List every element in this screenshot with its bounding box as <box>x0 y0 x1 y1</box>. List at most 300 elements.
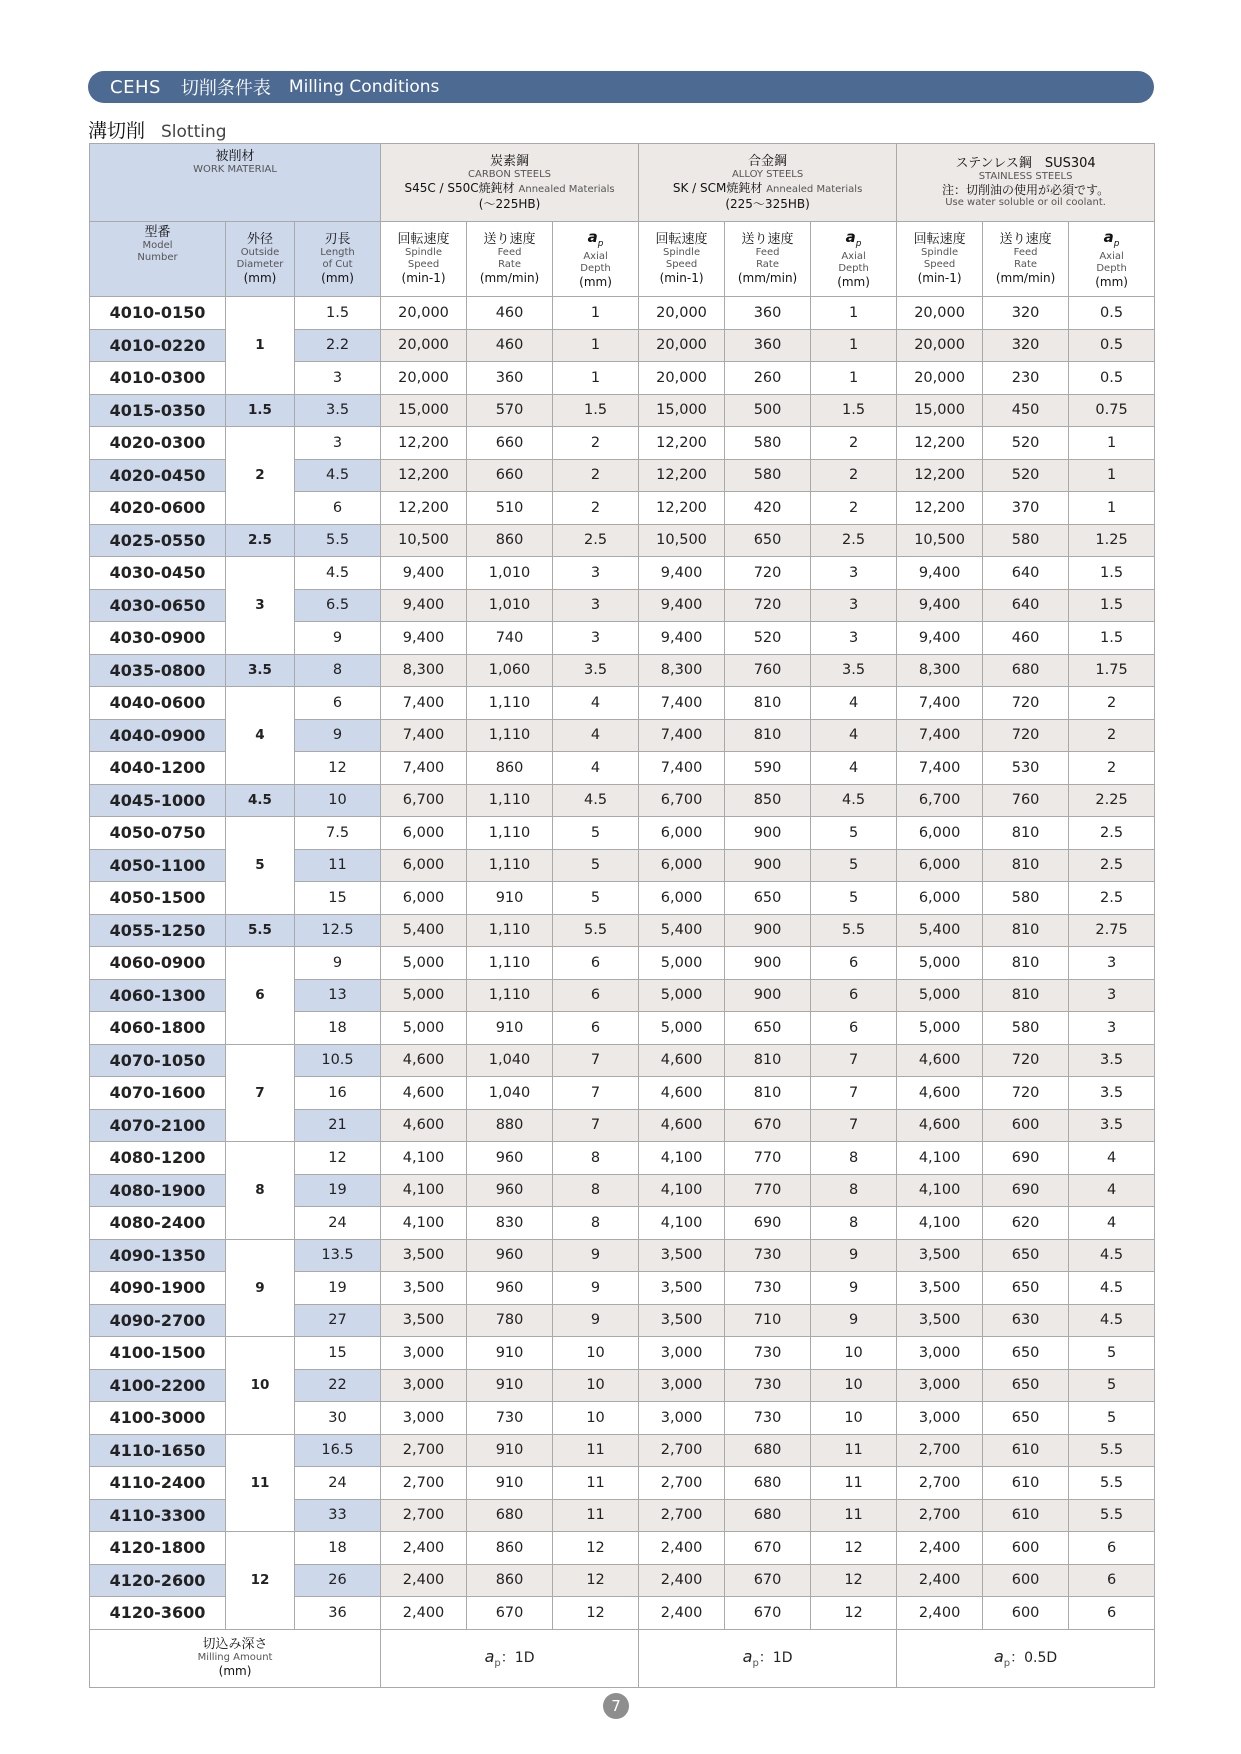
length-of-cut: 9 <box>295 947 381 980</box>
carbon-axial-depth: 2 <box>553 492 639 525</box>
model-number: 4030-0650 <box>90 589 226 622</box>
carbon-feed-rate: 1,110 <box>467 947 553 980</box>
table-row <box>90 394 1155 427</box>
outside-diameter: 5 <box>226 817 295 915</box>
carbon-spindle-speed: 2,400 <box>381 1532 467 1565</box>
carbon-axial-depth: 9 <box>553 1272 639 1305</box>
stainless-feed-rate: 320 <box>983 297 1069 330</box>
alloy-axial-depth: 11 <box>811 1499 897 1532</box>
carbon-feed-rate: 960 <box>467 1239 553 1272</box>
carbon-axial-depth: 7 <box>553 1044 639 1077</box>
alloy-feed-rate: 710 <box>725 1304 811 1337</box>
stainless-spindle-speed: 7,400 <box>897 687 983 720</box>
length-of-cut: 30 <box>295 1402 381 1435</box>
length-of-cut: 2.2 <box>295 329 381 362</box>
alloy-spindle-speed: 4,100 <box>639 1174 725 1207</box>
model-number: 4090-2700 <box>90 1304 226 1337</box>
stainless-axial-depth: 1.5 <box>1069 622 1155 655</box>
carbon-axial-depth: 3.5 <box>553 654 639 687</box>
work-material-header: 被削材 WORK MATERIAL <box>90 144 381 222</box>
outside-diameter: 3.5 <box>226 654 295 687</box>
alloy-feed-rate: 730 <box>725 1402 811 1435</box>
carbon-axial-depth: 6 <box>553 979 639 1012</box>
stainless-feed-rate: 620 <box>983 1207 1069 1240</box>
carbon-feed-rate: 1,110 <box>467 914 553 947</box>
alloy-spindle-speed: 4,600 <box>639 1044 725 1077</box>
stainless-axial-depth: 4 <box>1069 1207 1155 1240</box>
length-of-cut: 19 <box>295 1272 381 1305</box>
alloy-feed-rate: 260 <box>725 362 811 395</box>
alloy-spindle-speed: 2,400 <box>639 1564 725 1597</box>
alloy-spindle-speed: 3,500 <box>639 1304 725 1337</box>
stainless-feed-rate: 680 <box>983 654 1069 687</box>
alloy-spindle-speed: 2,700 <box>639 1467 725 1500</box>
carbon-spindle-speed: 12,200 <box>381 492 467 525</box>
carbon-axial-depth: 10 <box>553 1337 639 1370</box>
length-of-cut: 22 <box>295 1369 381 1402</box>
milling-conditions-table <box>89 143 1155 1688</box>
carbon-feed-rate: 1,110 <box>467 979 553 1012</box>
title-bar <box>88 71 1154 103</box>
model-number: 4030-0900 <box>90 622 226 655</box>
stainless-axial-depth: 4 <box>1069 1142 1155 1175</box>
carbon-spindle-speed: 2,700 <box>381 1434 467 1467</box>
alloy-axial-depth: 10 <box>811 1402 897 1435</box>
stainless-feed-rate: 580 <box>983 524 1069 557</box>
stainless-axial-depth: 2 <box>1069 752 1155 785</box>
outside-diameter-header: 外径 Outside Diameter (mm) <box>226 222 295 297</box>
carbon-feed-rate-header: 送り速度 Feed Rate (mm/min) <box>467 222 553 297</box>
alloy-spindle-speed: 5,400 <box>639 914 725 947</box>
stainless-spindle-speed: 20,000 <box>897 362 983 395</box>
carbon-axial-depth: 9 <box>553 1304 639 1337</box>
alloy-axial-depth: 5 <box>811 849 897 882</box>
stainless-spindle-speed: 4,100 <box>897 1207 983 1240</box>
model-number: 4120-3600 <box>90 1597 226 1630</box>
carbon-spindle-speed: 9,400 <box>381 589 467 622</box>
alloy-axial-depth: 10 <box>811 1369 897 1402</box>
alloy-axial-depth: 4 <box>811 687 897 720</box>
carbon-spindle-speed: 5,400 <box>381 914 467 947</box>
length-of-cut: 18 <box>295 1012 381 1045</box>
stainless-axial-depth: 5 <box>1069 1369 1155 1402</box>
carbon-axial-depth: 10 <box>553 1369 639 1402</box>
model-number: 4050-1100 <box>90 849 226 882</box>
model-number: 4070-1600 <box>90 1077 226 1110</box>
model-number: 4090-1350 <box>90 1239 226 1272</box>
stainless-spindle-speed: 12,200 <box>897 492 983 525</box>
model-number: 4040-0600 <box>90 687 226 720</box>
stainless-axial-depth: 1.5 <box>1069 557 1155 590</box>
alloy-axial-depth: 2 <box>811 459 897 492</box>
carbon-milling-amount: $a_p$：1D <box>381 1629 639 1687</box>
carbon-feed-rate: 1,040 <box>467 1077 553 1110</box>
carbon-axial-depth: 1.5 <box>553 394 639 427</box>
length-of-cut: 12.5 <box>295 914 381 947</box>
stainless-axial-depth: 4 <box>1069 1174 1155 1207</box>
model-number: 4015-0350 <box>90 394 226 427</box>
carbon-spindle-speed: 5,000 <box>381 947 467 980</box>
carbon-feed-rate: 910 <box>467 1337 553 1370</box>
carbon-feed-rate: 860 <box>467 524 553 557</box>
stainless-spindle-speed: 20,000 <box>897 329 983 362</box>
carbon-feed-rate: 730 <box>467 1402 553 1435</box>
stainless-spindle-speed: 5,000 <box>897 979 983 1012</box>
stainless-feed-rate: 600 <box>983 1109 1069 1142</box>
alloy-feed-rate: 810 <box>725 687 811 720</box>
model-number: 4020-0450 <box>90 459 226 492</box>
carbon-axial-depth: 4 <box>553 687 639 720</box>
carbon-steels-header: 炭素鋼 CARBON STEELS S45C / S50C焼鈍材 Annealed Materials (〜225HB) <box>381 144 639 222</box>
alloy-spindle-speed: 2,700 <box>639 1434 725 1467</box>
length-of-cut: 4.5 <box>295 459 381 492</box>
stainless-feed-rate-header: 送り速度 Feed Rate (mm/min) <box>983 222 1069 297</box>
stainless-spindle-speed: 20,000 <box>897 297 983 330</box>
stainless-steels-header: ステンレス鋼 SUS304 STAINLESS STEELS 注：切削油の使用が必須です。 Use water soluble or oil coolant. <box>897 144 1155 222</box>
model-number: 4100-2200 <box>90 1369 226 1402</box>
alloy-axial-depth: 1 <box>811 297 897 330</box>
length-of-cut: 3.5 <box>295 394 381 427</box>
model-number: 4010-0150 <box>90 297 226 330</box>
table-row <box>90 1337 1155 1370</box>
stainless-axial-depth-header: $a_p$ Axial Depth (mm) <box>1069 222 1155 297</box>
alloy-axial-depth: 6 <box>811 979 897 1012</box>
table-row <box>90 817 1155 850</box>
carbon-axial-depth: 6 <box>553 1012 639 1045</box>
carbon-spindle-speed: 5,000 <box>381 1012 467 1045</box>
carbon-feed-rate: 780 <box>467 1304 553 1337</box>
stainless-spindle-speed: 2,700 <box>897 1434 983 1467</box>
carbon-spindle-speed: 4,100 <box>381 1207 467 1240</box>
table-row <box>90 1239 1155 1272</box>
stainless-spindle-speed: 5,000 <box>897 947 983 980</box>
stainless-axial-depth: 3 <box>1069 947 1155 980</box>
carbon-axial-depth: 5.5 <box>553 914 639 947</box>
stainless-spindle-speed: 6,000 <box>897 849 983 882</box>
title-en: Milling Conditions <box>288 77 440 97</box>
alloy-spindle-speed: 8,300 <box>639 654 725 687</box>
alloy-milling-amount: $a_p$：1D <box>639 1629 897 1687</box>
alloy-feed-rate: 900 <box>725 914 811 947</box>
length-of-cut: 5.5 <box>295 524 381 557</box>
alloy-feed-rate-header: 送り速度 Feed Rate (mm/min) <box>725 222 811 297</box>
table-row <box>90 654 1155 687</box>
stainless-spindle-speed: 5,000 <box>897 1012 983 1045</box>
carbon-spindle-speed: 5,000 <box>381 979 467 1012</box>
carbon-spindle-speed: 9,400 <box>381 622 467 655</box>
table-row <box>90 687 1155 720</box>
stainless-axial-depth: 2.5 <box>1069 882 1155 915</box>
model-number: 4045-1000 <box>90 784 226 817</box>
carbon-axial-depth: 1 <box>553 297 639 330</box>
carbon-spindle-speed: 4,600 <box>381 1077 467 1110</box>
alloy-feed-rate: 730 <box>725 1239 811 1272</box>
stainless-spindle-speed: 6,000 <box>897 882 983 915</box>
table-row <box>90 1044 1155 1077</box>
length-of-cut: 12 <box>295 752 381 785</box>
alloy-feed-rate: 590 <box>725 752 811 785</box>
page-number: 7 <box>603 1693 629 1719</box>
alloy-axial-depth: 6 <box>811 947 897 980</box>
outside-diameter: 1 <box>226 297 295 395</box>
carbon-spindle-speed: 3,500 <box>381 1239 467 1272</box>
outside-diameter: 4 <box>226 687 295 785</box>
outside-diameter: 5.5 <box>226 914 295 947</box>
table-row <box>90 1434 1155 1467</box>
alloy-axial-depth: 5 <box>811 882 897 915</box>
model-number: 4055-1250 <box>90 914 226 947</box>
carbon-spindle-speed: 20,000 <box>381 362 467 395</box>
length-of-cut: 10.5 <box>295 1044 381 1077</box>
carbon-spindle-speed: 3,500 <box>381 1272 467 1305</box>
table-row <box>90 1532 1155 1565</box>
alloy-spindle-speed: 9,400 <box>639 622 725 655</box>
group-header-row <box>90 144 1155 222</box>
alloy-feed-rate: 810 <box>725 1077 811 1110</box>
stainless-feed-rate: 460 <box>983 622 1069 655</box>
carbon-spindle-speed: 4,600 <box>381 1044 467 1077</box>
alloy-spindle-speed: 12,200 <box>639 427 725 460</box>
alloy-feed-rate: 680 <box>725 1434 811 1467</box>
table-row <box>90 557 1155 590</box>
stainless-spindle-speed: 2,700 <box>897 1467 983 1500</box>
outside-diameter: 9 <box>226 1239 295 1337</box>
stainless-axial-depth: 2 <box>1069 687 1155 720</box>
length-of-cut: 33 <box>295 1499 381 1532</box>
length-of-cut: 24 <box>295 1207 381 1240</box>
length-of-cut: 15 <box>295 882 381 915</box>
alloy-feed-rate: 730 <box>725 1369 811 1402</box>
alloy-axial-depth: 8 <box>811 1207 897 1240</box>
stainless-axial-depth: 1.75 <box>1069 654 1155 687</box>
stainless-feed-rate: 520 <box>983 459 1069 492</box>
carbon-feed-rate: 1,010 <box>467 557 553 590</box>
carbon-spindle-speed: 10,500 <box>381 524 467 557</box>
carbon-spindle-speed: 7,400 <box>381 719 467 752</box>
length-of-cut-header: 刃長 Length of Cut (mm) <box>295 222 381 297</box>
stainless-feed-rate: 720 <box>983 687 1069 720</box>
alloy-axial-depth: 1 <box>811 329 897 362</box>
stainless-spindle-speed: 4,100 <box>897 1142 983 1175</box>
outside-diameter: 4.5 <box>226 784 295 817</box>
outside-diameter: 1.5 <box>226 394 295 427</box>
stainless-feed-rate: 600 <box>983 1564 1069 1597</box>
carbon-feed-rate: 1,110 <box>467 849 553 882</box>
alloy-feed-rate: 580 <box>725 427 811 460</box>
carbon-feed-rate: 570 <box>467 394 553 427</box>
model-number: 4020-0300 <box>90 427 226 460</box>
alloy-feed-rate: 360 <box>725 329 811 362</box>
stainless-feed-rate: 640 <box>983 589 1069 622</box>
stainless-axial-depth: 0.5 <box>1069 362 1155 395</box>
alloy-feed-rate: 420 <box>725 492 811 525</box>
length-of-cut: 26 <box>295 1564 381 1597</box>
carbon-axial-depth: 8 <box>553 1207 639 1240</box>
stainless-axial-depth: 2.25 <box>1069 784 1155 817</box>
alloy-axial-depth: 3 <box>811 589 897 622</box>
model-number: 4050-1500 <box>90 882 226 915</box>
model-number: 4110-1650 <box>90 1434 226 1467</box>
carbon-feed-rate: 860 <box>467 1532 553 1565</box>
carbon-spindle-speed: 7,400 <box>381 752 467 785</box>
carbon-spindle-speed: 4,600 <box>381 1109 467 1142</box>
length-of-cut: 9 <box>295 719 381 752</box>
stainless-spindle-speed: 2,400 <box>897 1597 983 1630</box>
alloy-feed-rate: 670 <box>725 1597 811 1630</box>
section-en: Slotting <box>161 122 227 142</box>
length-of-cut: 24 <box>295 1467 381 1500</box>
carbon-spindle-speed: 3,500 <box>381 1304 467 1337</box>
model-number: 4070-1050 <box>90 1044 226 1077</box>
alloy-axial-depth: 12 <box>811 1597 897 1630</box>
carbon-spindle-speed-header: 回転速度 Spindle Speed (min-1) <box>381 222 467 297</box>
alloy-axial-depth: 10 <box>811 1337 897 1370</box>
alloy-feed-rate: 770 <box>725 1142 811 1175</box>
stainless-axial-depth: 4.5 <box>1069 1239 1155 1272</box>
carbon-spindle-speed: 20,000 <box>381 297 467 330</box>
stainless-feed-rate: 650 <box>983 1337 1069 1370</box>
alloy-feed-rate: 360 <box>725 297 811 330</box>
stainless-axial-depth: 6 <box>1069 1564 1155 1597</box>
alloy-spindle-speed: 4,100 <box>639 1207 725 1240</box>
stainless-axial-depth: 5 <box>1069 1337 1155 1370</box>
model-number: 4100-1500 <box>90 1337 226 1370</box>
alloy-spindle-speed: 6,000 <box>639 849 725 882</box>
alloy-axial-depth: 1 <box>811 362 897 395</box>
alloy-spindle-speed: 2,400 <box>639 1597 725 1630</box>
carbon-spindle-speed: 2,700 <box>381 1467 467 1500</box>
carbon-feed-rate: 670 <box>467 1597 553 1630</box>
carbon-spindle-speed: 2,400 <box>381 1597 467 1630</box>
alloy-axial-depth: 7 <box>811 1044 897 1077</box>
alloy-feed-rate: 500 <box>725 394 811 427</box>
stainless-axial-depth: 5 <box>1069 1402 1155 1435</box>
alloy-spindle-speed: 9,400 <box>639 589 725 622</box>
carbon-axial-depth: 7 <box>553 1077 639 1110</box>
model-number: 4080-1200 <box>90 1142 226 1175</box>
carbon-axial-depth: 8 <box>553 1142 639 1175</box>
stainless-axial-depth: 2 <box>1069 719 1155 752</box>
carbon-axial-depth: 1 <box>553 362 639 395</box>
carbon-feed-rate: 960 <box>467 1272 553 1305</box>
alloy-axial-depth: 9 <box>811 1272 897 1305</box>
length-of-cut: 7.5 <box>295 817 381 850</box>
stainless-feed-rate: 580 <box>983 882 1069 915</box>
carbon-spindle-speed: 6,000 <box>381 882 467 915</box>
table-row <box>90 1142 1155 1175</box>
stainless-feed-rate: 580 <box>983 1012 1069 1045</box>
alloy-spindle-speed: 6,000 <box>639 882 725 915</box>
stainless-spindle-speed: 9,400 <box>897 589 983 622</box>
alloy-spindle-speed: 6,700 <box>639 784 725 817</box>
carbon-spindle-speed: 20,000 <box>381 329 467 362</box>
stainless-spindle-speed: 7,400 <box>897 719 983 752</box>
stainless-spindle-speed-header: 回転速度 Spindle Speed (min-1) <box>897 222 983 297</box>
alloy-axial-depth: 9 <box>811 1304 897 1337</box>
outside-diameter: 6 <box>226 947 295 1045</box>
alloy-spindle-speed: 6,000 <box>639 817 725 850</box>
model-number: 4120-1800 <box>90 1532 226 1565</box>
stainless-spindle-speed: 4,100 <box>897 1174 983 1207</box>
stainless-spindle-speed: 3,500 <box>897 1304 983 1337</box>
stainless-feed-rate: 650 <box>983 1272 1069 1305</box>
carbon-feed-rate: 910 <box>467 882 553 915</box>
stainless-axial-depth: 1 <box>1069 427 1155 460</box>
stainless-axial-depth: 0.5 <box>1069 297 1155 330</box>
carbon-axial-depth: 2 <box>553 427 639 460</box>
alloy-feed-rate: 900 <box>725 849 811 882</box>
alloy-spindle-speed: 4,600 <box>639 1109 725 1142</box>
stainless-axial-depth: 0.5 <box>1069 329 1155 362</box>
alloy-feed-rate: 810 <box>725 719 811 752</box>
carbon-axial-depth: 4 <box>553 719 639 752</box>
model-number: 4040-1200 <box>90 752 226 785</box>
alloy-axial-depth: 9 <box>811 1239 897 1272</box>
alloy-feed-rate: 650 <box>725 882 811 915</box>
alloy-spindle-speed: 10,500 <box>639 524 725 557</box>
alloy-axial-depth: 12 <box>811 1564 897 1597</box>
length-of-cut: 12 <box>295 1142 381 1175</box>
alloy-spindle-speed: 3,000 <box>639 1402 725 1435</box>
alloy-spindle-speed: 12,200 <box>639 492 725 525</box>
carbon-axial-depth: 10 <box>553 1402 639 1435</box>
length-of-cut: 10 <box>295 784 381 817</box>
model-number: 4110-2400 <box>90 1467 226 1500</box>
stainless-spindle-speed: 3,000 <box>897 1369 983 1402</box>
length-of-cut: 18 <box>295 1532 381 1565</box>
stainless-feed-rate: 530 <box>983 752 1069 785</box>
length-of-cut: 19 <box>295 1174 381 1207</box>
alloy-feed-rate: 810 <box>725 1044 811 1077</box>
alloy-feed-rate: 690 <box>725 1207 811 1240</box>
stainless-axial-depth: 0.75 <box>1069 394 1155 427</box>
stainless-feed-rate: 810 <box>983 947 1069 980</box>
carbon-feed-rate: 860 <box>467 752 553 785</box>
series-code: CEHS <box>110 76 161 98</box>
outside-diameter: 11 <box>226 1434 295 1532</box>
stainless-feed-rate: 720 <box>983 719 1069 752</box>
conditions-body <box>90 297 1155 1630</box>
carbon-axial-depth: 4 <box>553 752 639 785</box>
carbon-axial-depth: 1 <box>553 329 639 362</box>
length-of-cut: 3 <box>295 427 381 460</box>
carbon-feed-rate: 360 <box>467 362 553 395</box>
alloy-spindle-speed: 7,400 <box>639 687 725 720</box>
alloy-spindle-speed: 9,400 <box>639 557 725 590</box>
alloy-feed-rate: 670 <box>725 1532 811 1565</box>
stainless-axial-depth: 1.5 <box>1069 589 1155 622</box>
stainless-axial-depth: 3 <box>1069 979 1155 1012</box>
stainless-feed-rate: 600 <box>983 1532 1069 1565</box>
length-of-cut: 21 <box>295 1109 381 1142</box>
model-number: 4090-1900 <box>90 1272 226 1305</box>
alloy-feed-rate: 850 <box>725 784 811 817</box>
alloy-feed-rate: 720 <box>725 557 811 590</box>
stainless-feed-rate: 650 <box>983 1402 1069 1435</box>
alloy-axial-depth: 7 <box>811 1077 897 1110</box>
table-row <box>90 914 1155 947</box>
alloy-feed-rate: 770 <box>725 1174 811 1207</box>
stainless-axial-depth: 6 <box>1069 1532 1155 1565</box>
length-of-cut: 13.5 <box>295 1239 381 1272</box>
length-of-cut: 8 <box>295 654 381 687</box>
alloy-spindle-speed: 5,000 <box>639 979 725 1012</box>
alloy-axial-depth-header: $a_p$ Axial Depth (mm) <box>811 222 897 297</box>
stainless-axial-depth: 3.5 <box>1069 1077 1155 1110</box>
stainless-feed-rate: 810 <box>983 979 1069 1012</box>
carbon-feed-rate: 1,010 <box>467 589 553 622</box>
stainless-feed-rate: 810 <box>983 817 1069 850</box>
